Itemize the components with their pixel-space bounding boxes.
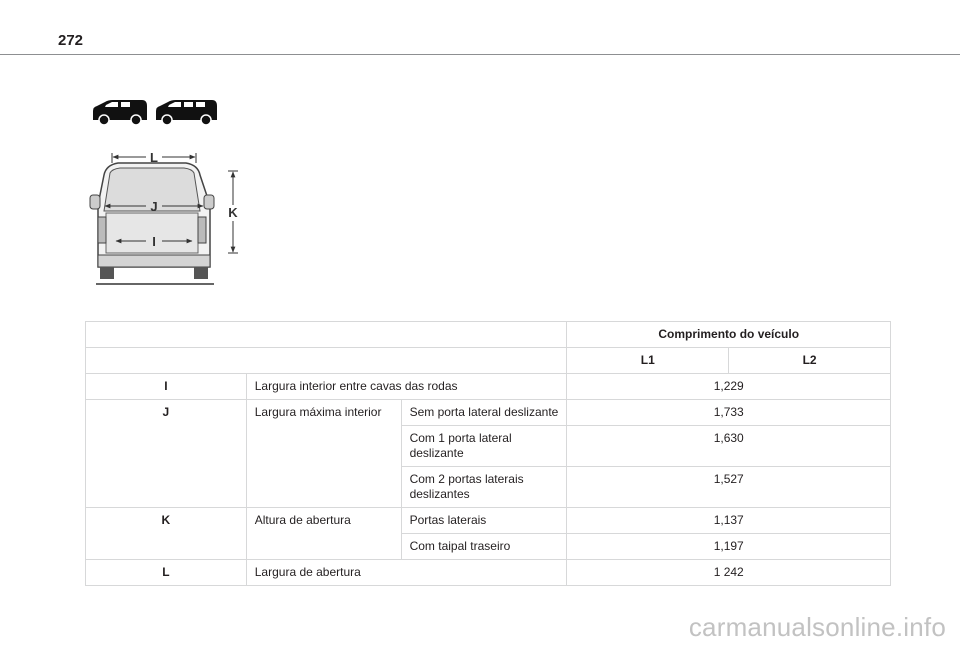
row-value: 1,137 [567, 508, 891, 534]
vehicle-length-header: Comprimento do veículo [567, 322, 891, 348]
row-value: 1,630 [567, 426, 891, 467]
table-row [86, 560, 891, 586]
variant-label: Portas laterais [401, 508, 567, 534]
table-row [86, 374, 891, 400]
row-key: L [86, 560, 247, 586]
row-value: 1,527 [567, 467, 891, 508]
table-header-row [86, 322, 891, 348]
row-value: 1,229 [567, 374, 891, 400]
watermark: carmanualsonline.info [688, 612, 946, 642]
page-number: 272 [58, 32, 84, 49]
variant-label: Com taipal traseiro [401, 534, 567, 560]
row-value: 1,197 [567, 534, 891, 560]
row-label: Altura de abertura [246, 508, 401, 560]
row-label: Largura interior entre cavas das rodas [246, 374, 567, 400]
row-label: Largura de abertura [246, 560, 567, 586]
row-key: J [86, 400, 247, 508]
rear-dimension-diagram [82, 145, 252, 290]
header-l2: L2 [729, 348, 891, 374]
van-long-icon [156, 100, 217, 125]
variant-label: Sem porta lateral deslizante [401, 400, 567, 426]
header-l1: L1 [567, 348, 729, 374]
van-silhouettes-icon [90, 96, 220, 128]
row-label: Largura máxima interior [246, 400, 401, 508]
dim-label-j: J [150, 199, 158, 214]
dim-label-i: I [152, 234, 156, 249]
row-value: 1,733 [567, 400, 891, 426]
row-key: I [86, 374, 247, 400]
variant-label: Com 1 porta lateral deslizante [401, 426, 567, 467]
variant-label: Com 2 portas laterais deslizantes [401, 467, 567, 508]
header-rule [0, 54, 960, 55]
dim-label-l: L [150, 150, 158, 165]
table-subheader-row [86, 348, 891, 374]
row-key: K [86, 508, 247, 560]
dim-label-k: K [228, 205, 238, 220]
row-value: 1 242 [567, 560, 891, 586]
dimensions-table [85, 321, 891, 586]
table-row [86, 400, 891, 426]
van-short-icon [93, 100, 147, 125]
table-row [86, 508, 891, 534]
